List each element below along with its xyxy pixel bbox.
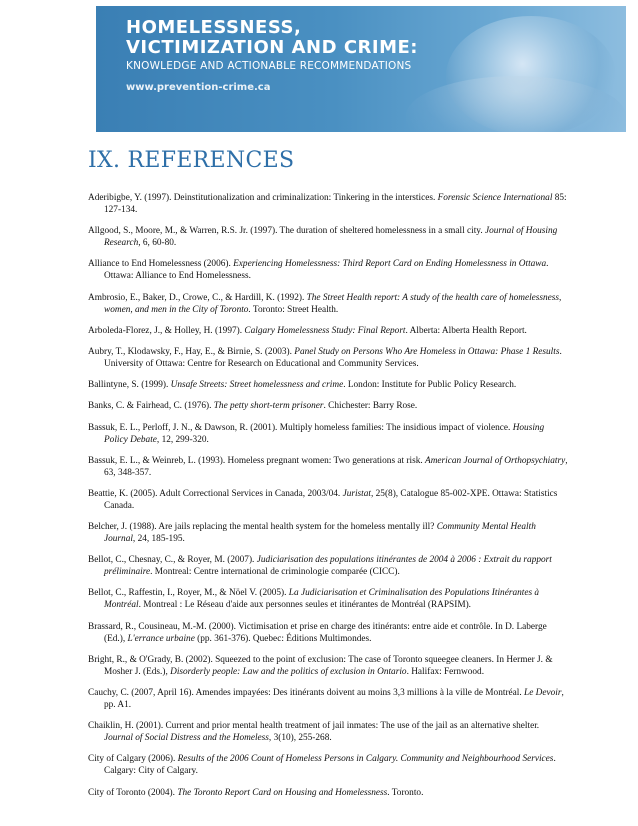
- reference-title: Calgary Homelessness Study: Final Report: [244, 325, 406, 336]
- reference-title: Journal of Housing Research: [104, 226, 558, 249]
- reference-text: Alliance to End Homelessness (2006).: [88, 259, 234, 270]
- reference-text: Ballintyne, S. (1999).: [88, 380, 171, 391]
- reference-title: Unsafe Streets: Street homelessness and crime: [170, 380, 344, 391]
- reference-item: [88, 521, 568, 545]
- reference-title: Le Devoir: [524, 688, 562, 698]
- reference-source: , pp. A1.: [104, 688, 564, 710]
- reference-text: Aubry, T., Klodawsky, F., Hay, E., & Birnie, S. (2003).: [88, 346, 295, 357]
- reference-title: American Journal of Orthopsychiatry: [425, 455, 566, 466]
- reference-source: (pp. 361-376). Quebec: Éditions Multimondes.: [194, 633, 372, 644]
- reference-source: . Alberta: Alberta Health Report.: [405, 325, 527, 336]
- reference-title: The Street Health report: A study of the health care of homelessness, women, and men in the City of Toronto.: [104, 292, 562, 315]
- reference-title: Panel Study on Persons Who Are Homeless in Ottawa: Phase 1 Results: [294, 346, 560, 357]
- reference-text: City of Calgary (2006).: [88, 754, 178, 765]
- reference-source: . Calgary: City of Calgary.: [104, 754, 556, 777]
- reference-source: . Montreal: Centre international de criminologie comparée (CICC).: [150, 567, 400, 578]
- reference-item: [88, 753, 568, 777]
- reference-item: [88, 687, 568, 711]
- reference-source: , 24, 185-195.: [132, 534, 185, 545]
- reference-title: La Judiciarisation et Criminalisation des Populations Itinérantes à Montréal: [104, 588, 540, 611]
- reference-item: [88, 346, 568, 370]
- reference-text: Bright, R., & O'Grady, B. (2002). Squeezed to the point of exclusion: The case of Toronto squeegee cleaners. In Hermer J. & Mosher J. (Eds.),: [88, 654, 553, 677]
- reference-item: [88, 787, 568, 799]
- reference-source: . Ottawa: Alliance to End Homelessness.: [104, 259, 549, 282]
- reference-source: , 3(10), 255-268.: [268, 733, 332, 744]
- reference-text: Beattie, K. (2005). Adult Correctional Services in Canada, 2003/04.: [88, 488, 343, 499]
- reference-source: , 63, 348-357.: [104, 455, 568, 478]
- reference-item: [88, 654, 568, 678]
- banner-title-line2: VICTIMIZATION AND CRIME:: [126, 37, 418, 58]
- reference-item: [88, 258, 568, 282]
- reference-text: Arboleda-Florez, J., & Holley, H. (1997).: [88, 325, 245, 336]
- reference-text: Bassuk, E. L., Perloff, J. N., & Dawson, R. (2001). Multiply homeless families: The insidious impact of violence.: [88, 422, 513, 433]
- banner-title-line1: HOMELESSNESS,: [126, 17, 302, 38]
- reference-item: [88, 587, 568, 611]
- reference-text: Chaiklin, H. (2001). Current and prior mental health treatment of jail inmates: The use of the jail as an alternative shelter.: [88, 721, 540, 732]
- reference-item: [88, 192, 568, 216]
- reference-source: . London: Institute for Public Policy Research.: [343, 380, 517, 391]
- reference-item: [88, 488, 568, 512]
- reference-text: Brassard, R., Cousineau, M.-M. (2000). Victimisation et prise en charge des itinérants: entre aide et contrôle. In D. Laberge (Ed.),: [88, 621, 547, 644]
- reference-title: Experiencing Homelessness: Third Report Card on Ending Homelessness in Ottawa: [233, 259, 547, 270]
- reference-text: Cauchy, C. (2007, April 16). Amendes impayées: Des itinérants doivent au moins 3,3 millions à la ville de Montréal.: [88, 688, 525, 698]
- reference-title: L'errance urbaine: [127, 633, 195, 644]
- reference-title: Forensic Science International: [437, 193, 553, 203]
- banner-url[interactable]: www.prevention-crime.ca: [126, 82, 271, 93]
- reference-source: . Halifax: Fernwood.: [406, 666, 485, 677]
- reference-source: . Montreal : Le Réseau d'aide aux personnes seules et itinérantes de Montréal (RAPSIM).: [138, 600, 472, 611]
- reference-title: Judiciarisation des populations itinérantes de 2004 à 2006 : Extrait du rapport préliminaire: [104, 555, 552, 578]
- reference-item: [88, 455, 568, 479]
- reference-text: City of Toronto (2004).: [88, 787, 178, 798]
- reference-title: Juristat: [342, 488, 371, 499]
- reference-item: [88, 292, 568, 316]
- reference-text: Belcher, J. (1988). Are jails replacing the mental health system for the homeless mentally ill?: [88, 522, 437, 533]
- reference-title: Results of the 2006 Count of Homeless Persons in Calgary. Community and Neighbourhood Services: [177, 754, 554, 765]
- reference-text: Ambrosio, E., Baker, D., Crowe, C., & Hardill, K. (1992).: [88, 292, 307, 303]
- reference-item: [88, 400, 568, 412]
- reference-item: [88, 379, 568, 391]
- section-title: IX. REFERENCES: [88, 148, 295, 173]
- reference-title: Journal of Social Distress and the Homeless: [104, 733, 269, 744]
- reference-source: , 25(8), Catalogue 85-002-XPE. Ottawa: Statistics Canada.: [104, 488, 558, 511]
- reference-source: . University of Ottawa: Centre for Research on Educational and Community Services.: [104, 346, 562, 369]
- reference-item: [88, 225, 568, 249]
- reference-text: Aderibigbe, Y. (1997). Deinstitutionalization and criminalization: Tinkering in the interstices.: [88, 193, 438, 203]
- header-banner: [96, 6, 626, 132]
- reference-source: . Toronto.: [387, 787, 424, 798]
- reference-title: The Toronto Report Card on Housing and Homelessness: [177, 787, 388, 798]
- reference-text: Allgood, S., Moore, M., & Warren, R.S. Jr. (1997). The duration of sheltered homelessness in a small city.: [88, 226, 485, 237]
- reference-source: , 6, 60-80.: [138, 238, 177, 249]
- reference-title: Disorderly people: Law and the politics of exclusion in Ontario: [170, 666, 407, 677]
- reference-list: [88, 192, 568, 808]
- reference-title: Community Mental Health Journal: [104, 522, 536, 545]
- reference-source: 85: 127-134.: [104, 193, 567, 215]
- reference-item: [88, 325, 568, 337]
- reference-title: Housing Policy Debate: [104, 422, 545, 445]
- reference-item: [88, 621, 568, 645]
- reference-title: The petty short-term prisoner: [213, 401, 324, 412]
- reference-item: [88, 422, 568, 446]
- reference-item: [88, 554, 568, 578]
- reference-text: Bellot, C., Raffestin, I., Royer, M., & Nöel V. (2005).: [88, 588, 289, 599]
- reference-text: Bassuk, E. L., & Weinreb, L. (1993). Homeless pregnant women: Two generations at risk.: [88, 455, 426, 466]
- reference-source: . Chichester: Barry Rose.: [323, 401, 418, 412]
- reference-source: , 12, 299-320.: [156, 434, 209, 445]
- banner-subtitle: KNOWLEDGE AND ACTIONABLE RECOMMENDATIONS: [126, 60, 412, 72]
- reference-item: [88, 720, 568, 744]
- reference-text: Bellot, C., Chesnay, C., & Royer, M. (2007).: [88, 555, 257, 566]
- reference-source: Toronto: Street Health.: [250, 304, 339, 315]
- reference-text: Banks, C. & Fairhead, C. (1976).: [88, 401, 214, 412]
